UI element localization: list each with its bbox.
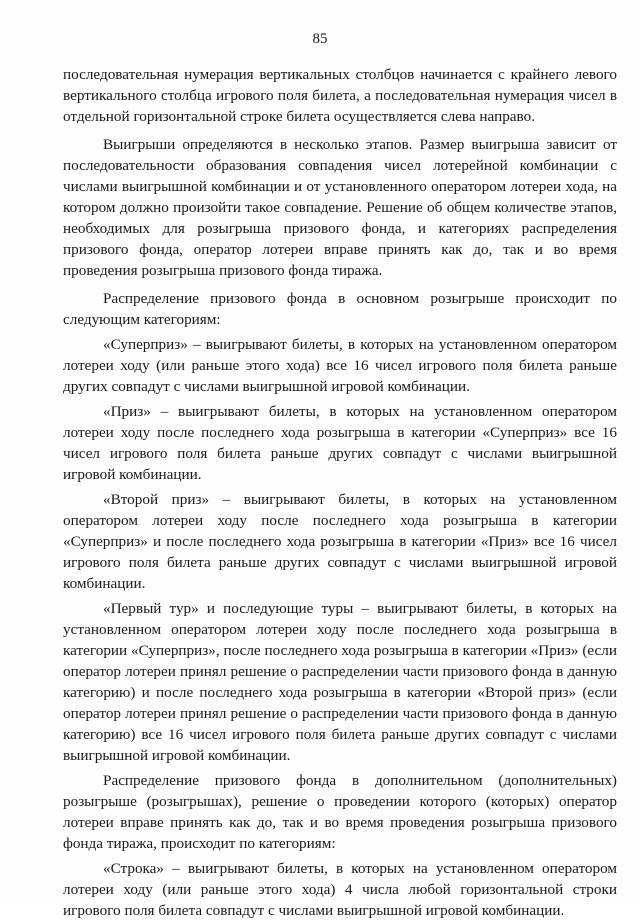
paragraph-superprize: «Суперприз» – выигрывают билеты, в которых на установленном оператором лотереи ходу (или раньше этого хода) все 16 чисел игрового поля билета раньше других совпадут с числами выигрышной игровой комбинации. bbox=[63, 336, 617, 395]
paragraph-winnings-stages: Выигрыши определяются в несколько этапов. Размер выигрыша зависит от последовательности образования совпадения чисел лотерейной комбинации с числами выигрышной комбинации и от установленного оператором лотереи хода, на котором должно произойти такое совпадение. Решение об общем количестве этапов, необходимых для розыгрыша призового фонда, и категориях распределения призового фонда, оператор лотереи вправе принять как до, так и во время проведения розыгрыша призового фонда тиража. bbox=[63, 136, 617, 279]
paragraph-main-draw-categories: Распределение призового фонда в основном розыгрыше происходит по следующим категориям: bbox=[63, 290, 617, 328]
paragraph-row-category: «Строка» – выигрывают билеты, в которых на установленном оператором лотереи ходу (или раньше этого хода) 4 числа любой горизонтальной строки игрового поля билета совпадут с числами выигрышной игровой комбинации. bbox=[63, 860, 617, 919]
paragraph-continuation: последовательная нумерация вертикальных столбцов начинается с крайнего левого вертикального столбца игрового поля билета, а последовательная нумерация чисел в отдельной горизонтальной строке билета осуществляется слева направо. bbox=[63, 66, 617, 125]
document-body bbox=[63, 64, 617, 921]
paragraph-additional-draw: Распределение призового фонда в дополнительном (дополнительных) розыгрыше (розыгрышах), решение о проведении которого (которых) оператор лотереи вправе принять как до, так и во время проведения розыгрыша призового фонда тиража, происходит по категориям: bbox=[63, 772, 617, 852]
paragraph-second-prize: «Второй приз» – выигрывают билеты, в которых на установленном оператором лотереи ходу после последнего хода розыгрыша в категории «Суперприз» и после последнего хода розыгрыша в категории «Приз» все 16 чисел игрового поля билета раньше других совпадут с числами выигрышной игровой комбинации. bbox=[63, 491, 617, 592]
page-number: 85 bbox=[312, 31, 328, 47]
paragraph-first-round: «Первый тур» и последующие туры – выигрывают билеты, в которых на установленном оператором лотереи ходу после последнего хода розыгрыша в категории «Суперприз», после последнего хода розыгрыша в категории «Приз» (если оператор лотереи принял решение о распределении части призового фонда в данную категорию) и после последнего хода розыгрыша в категории «Второй приз» (если оператор лотереи принял решение о распределении части призового фонда в данную категорию) все 16 чисел игрового поля билета раньше других совпадут с числами выигрышной игровой комбинации. bbox=[63, 600, 617, 764]
paragraph-prize: «Приз» – выигрывают билеты, в которых на установленном оператором лотереи ходу после последнего хода розыгрыша в категории «Суперприз» все 16 чисел игрового поля билета раньше других совпадут с числами выигрышной игровой комбинации. bbox=[63, 403, 617, 483]
